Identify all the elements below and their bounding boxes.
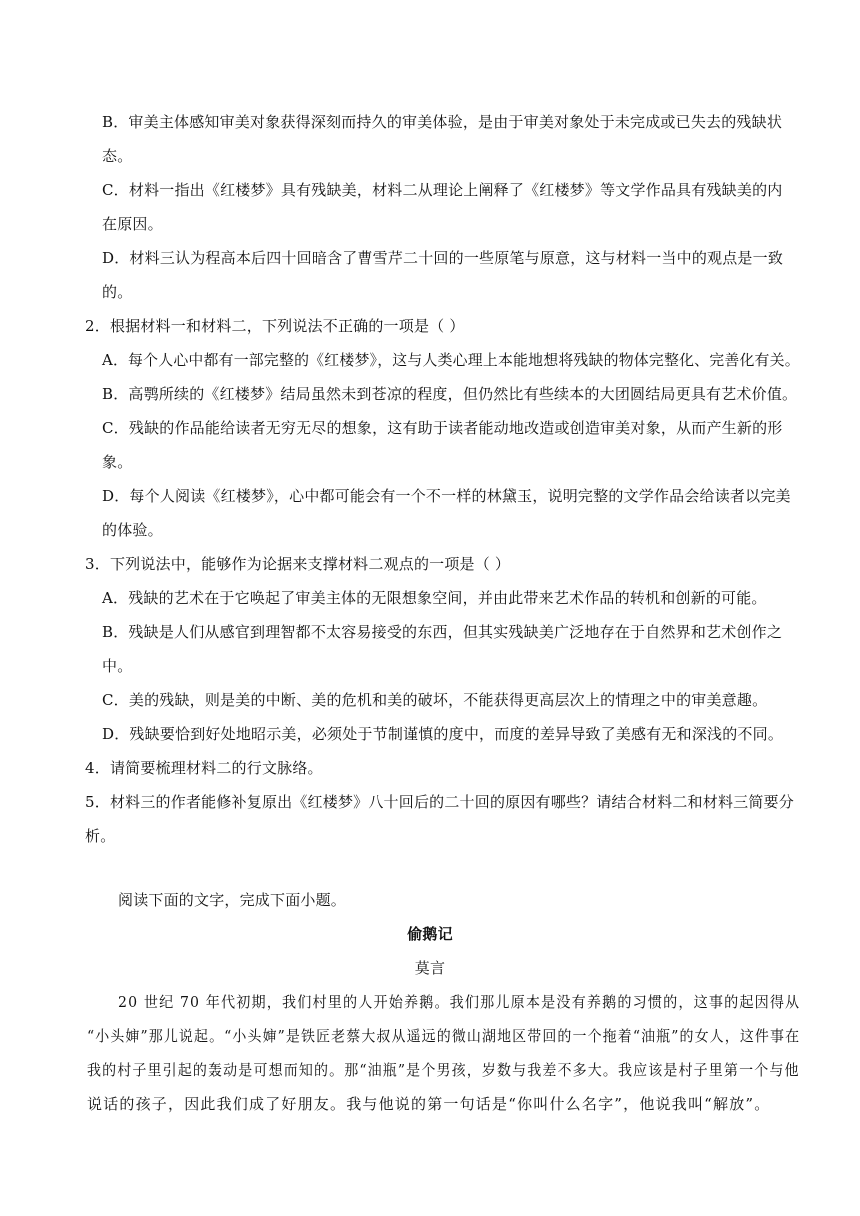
story-paragraph-line2: “小头婶”那儿说起。“小头婶”是铁匠老蔡大叔从遥远的微山湖地区带回的一个拖着“油瓶”的女人，这件事在 (87, 1027, 801, 1045)
q3-stem: 3．下列说法中，能够作为论据来支撑材料二观点的一项是（ ） (85, 555, 511, 573)
q3-option-b-line1: B．残缺是人们从感官到理智都不太容易接受的东西，但其实残缺美广泛地存在于自然界和艺术创作之 (102, 623, 783, 641)
q2-option-a: A．每个人心中都有一部完整的《红楼梦》，这与人类心理上本能地想将残缺的物体完整化、完善化有关。 (102, 351, 800, 369)
q3-option-a: A．残缺的艺术在于它唤起了审美主体的无限想象空间，并由此带来艺术作品的转机和创新的可能。 (102, 589, 767, 607)
q2-stem: 2．根据材料一和材料二，下列说法不正确的一项是（ ） (85, 317, 465, 335)
q3-option-d: D．残缺要恰到好处地昭示美，必须处于节制谨慎的度中，而度的差异导致了美感有无和深浅的不同。 (102, 725, 784, 743)
q1-option-c-line2: 在原因。 (102, 215, 163, 233)
story-title: 偷鹅记 (407, 925, 453, 943)
q1-option-b-line2: 态。 (102, 147, 133, 165)
q1-option-d-line1: D．材料三认为程高本后四十回暗含了曹雪芹二十回的一些原笔与原意，这与材料一当中的观点是一致 (102, 249, 784, 267)
q2-option-d-line2: 的体验。 (102, 521, 163, 539)
q4-stem: 4．请简要梳理材料二的行文脉络。 (85, 759, 323, 777)
story-author: 莫言 (414, 959, 446, 977)
q2-option-c-line2: 象。 (102, 453, 133, 471)
story-paragraph-line3: 我的村子里引起的轰动是可想而知的。那“油瓶”是个男孩，岁数与我差不多大。我应该是村子里第一个与他 (87, 1061, 800, 1079)
q5-stem-line2: 析。 (85, 827, 116, 845)
q5-stem-line1: 5．材料三的作者能修补复原出《红楼梦》八十回后的二十回的原因有哪些？请结合材料二和材料三简要分 (85, 793, 794, 811)
q1-option-d-line2: 的。 (102, 283, 133, 301)
reading-instruction: 阅读下面的文字，完成下面小题。 (118, 891, 347, 909)
q2-option-c-line1: C．残缺的作品能给读者无穷无尽的想象，这有助于读者能动地改造或创造审美对象，从而产生新的形 (102, 419, 783, 437)
q1-option-b-line1: B．审美主体感知审美对象获得深刻而持久的审美体验，是由于审美对象处于未完成或已失去的残缺状 (102, 113, 783, 131)
story-paragraph-line1: 20 世纪 70 年代初期，我们村里的人开始养鹅。我们那儿原本是没有养鹅的习惯的，这事的起因得从 (118, 993, 801, 1011)
q2-option-d-line1: D．每个人阅读《红楼梦》，心中都可能会有一个不一样的林黛玉，说明完整的文学作品会给读者以完美 (102, 487, 791, 505)
q3-option-c: C．美的残缺，则是美的中断、美的危机和美的破坏，不能获得更高层次上的情理之中的审美意趣。 (102, 691, 768, 709)
q3-option-b-line2: 中。 (102, 657, 133, 675)
q1-option-c-line1: C．材料一指出《红楼梦》具有残缺美，材料二从理论上阐释了《红楼梦》等文学作品具有残缺美的内 (102, 181, 783, 199)
story-paragraph-line4: 说话的孩子，因此我们成了好朋友。我与他说的第一句话是“你叫什么名字”，他说我叫“解放”。 (87, 1095, 771, 1113)
q2-option-b: B．高鹗所续的《红楼梦》结局虽然未到苍凉的程度，但仍然比有些续本的大团圆结局更具有艺术价值。 (102, 385, 798, 403)
